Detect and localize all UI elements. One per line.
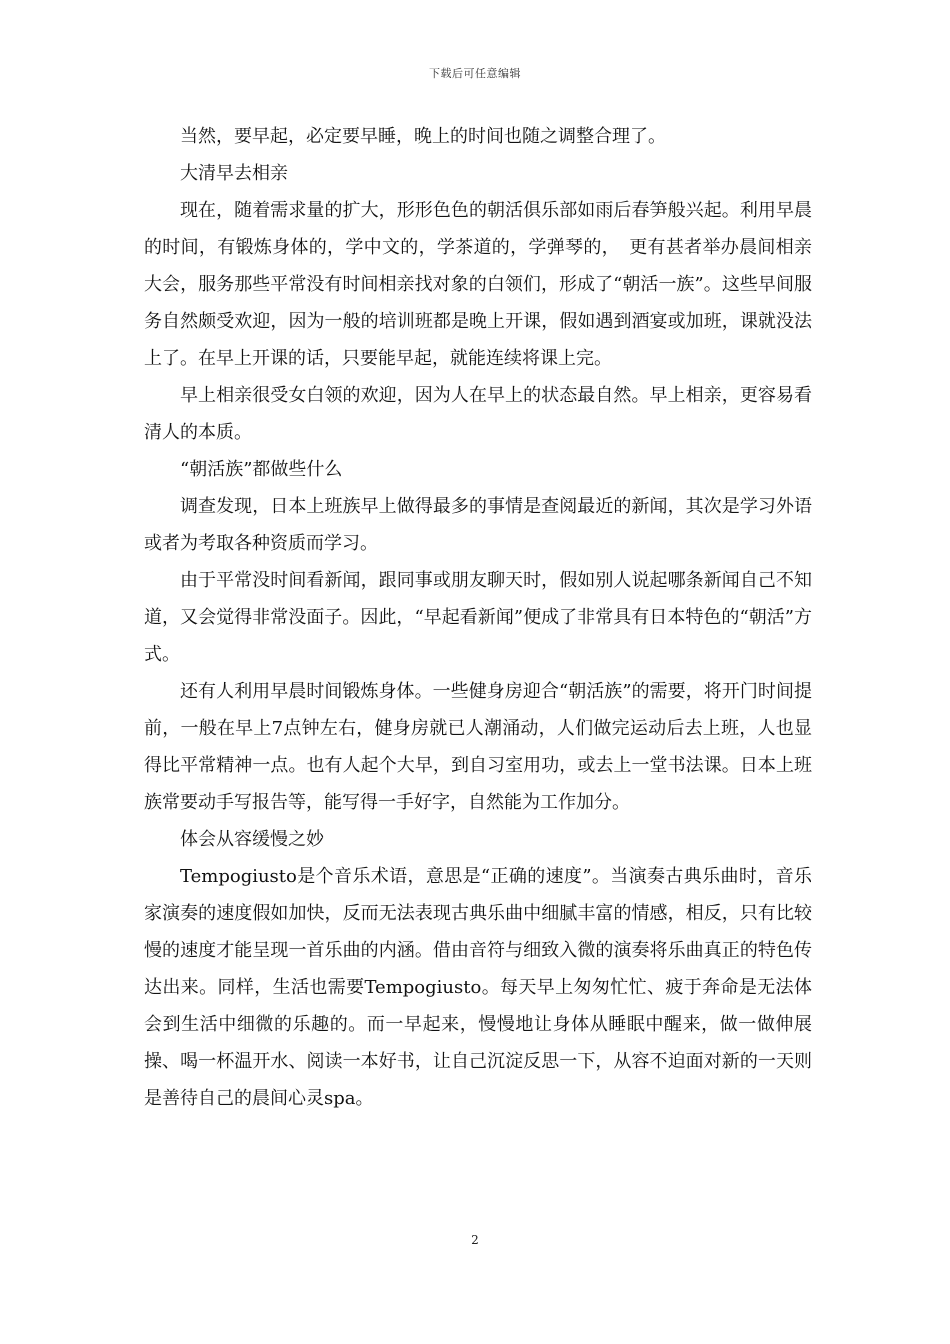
section-heading: “朝活族”都做些什么 xyxy=(180,459,343,480)
page-header: 下载后可任意编辑 xyxy=(429,67,521,80)
section-heading: 体会从容缓慢之妙 xyxy=(180,829,324,850)
paragraph: 调查发现，日本上班族早上做得最多的事情是查阅最近的新闻，其次是学习外语或者为考取各种资质而学习。 xyxy=(144,496,812,554)
paragraph: 当然，要早起，必定要早睡，晚上的时间也随之调整合理了。 xyxy=(180,126,666,147)
document-body xyxy=(144,118,812,1117)
paragraph: Tempogiusto是个音乐术语，意思是“正确的速度”。当演奏古典乐曲时，音乐家演奏的速度假如加快，反而无法表现古典乐曲中细腻丰富的情感，相反，只有比较慢的速度才能呈现一首乐曲的内涵。借由音符与细致入微的演奏将乐曲真正的特色传达出来。同样，生活也需要Tempogiusto。每天早上匆匆忙忙、疲于奔命是无法体会到生活中细微的乐趣的。而一早起来，慢慢地让身体从睡眠中醒来，做一做伸展操、喝一杯温开水、阅读一本好书，让自己沉淀反思一下，从容不迫面对新的一天则是善待自己的晨间心灵spa。 xyxy=(144,866,812,1109)
paragraph: 由于平常没时间看新闻，跟同事或朋友聊天时，假如别人说起哪条新闻自己不知道，又会觉得非常没面子。因此，“早起看新闻”便成了非常具有日本特色的“朝活”方式。 xyxy=(144,570,812,665)
paragraph: 现在，随着需求量的扩大，形形色色的朝活俱乐部如雨后春笋般兴起。利用早晨的时间，有锻炼身体的，学中文的，学茶道的，学弹琴的， 更有甚者举办晨间相亲大会，服务那些平常没有时间相亲找对象的白领们，形成了“朝活一族”。这些早间服务自然颇受欢迎，因为一般的培训班都是晚上开课，假如遇到酒宴或加班，课就没法上了。在早上开课的话，只要能早起，就能连续将课上完。 xyxy=(144,200,812,369)
section-heading: 大清早去相亲 xyxy=(180,163,288,184)
paragraph: 早上相亲很受女白领的欢迎，因为人在早上的状态最自然。早上相亲，更容易看清人的本质。 xyxy=(144,385,812,443)
paragraph: 还有人利用早晨时间锻炼身体。一些健身房迎合“朝活族”的需要，将开门时间提前，一般在早上7点钟左右，健身房就已人潮涌动，人们做完运动后去上班，人也显得比平常精神一点。也有人起个大早，到自习室用功，或去上一堂书法课。日本上班族常要动手写报告等，能写得一手好字，自然能为工作加分。 xyxy=(144,681,812,813)
page-number: 2 xyxy=(471,1233,479,1247)
